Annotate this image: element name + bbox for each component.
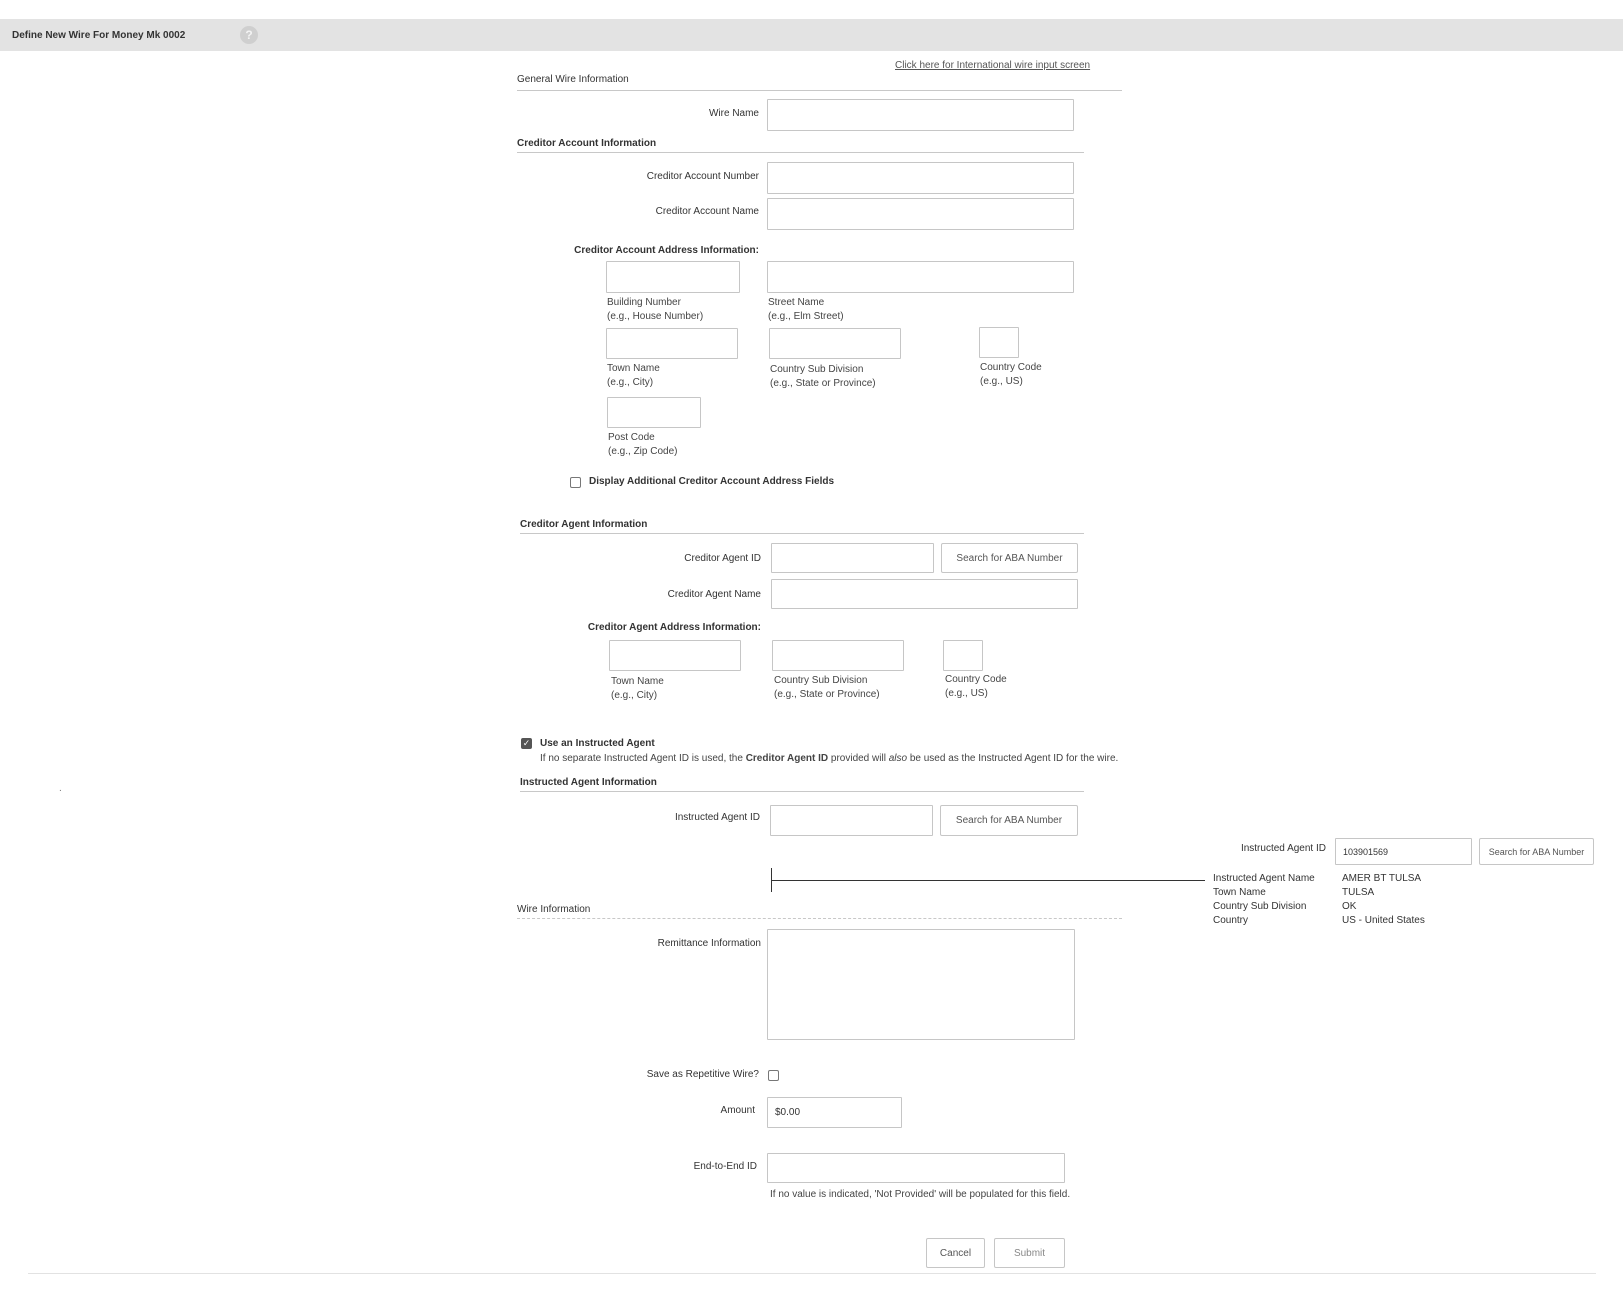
account-town-name-label: Town Name (e.g., City) xyxy=(607,363,660,388)
wire-name-input[interactable] xyxy=(767,99,1074,131)
help-icon[interactable]: ? xyxy=(240,26,258,44)
amount-label: Amount xyxy=(720,1105,755,1116)
post-code-label: Post Code (e.g., Zip Code) xyxy=(608,432,678,457)
street-name-label: Street Name (e.g., Elm Street) xyxy=(768,297,844,322)
section-divider xyxy=(517,918,1122,919)
wire-name-label: Wire Name xyxy=(708,108,759,119)
creditor-account-number-input[interactable] xyxy=(767,162,1074,194)
additional-address-fields-checkbox[interactable] xyxy=(570,477,581,488)
account-country-code-input[interactable] xyxy=(979,327,1019,358)
agent-country-sub-division-input[interactable] xyxy=(772,640,904,671)
callout-connector-line xyxy=(771,880,1205,881)
section-divider xyxy=(517,152,1084,153)
callout-instructed-agent-id-input[interactable] xyxy=(1335,838,1472,865)
street-name-input[interactable] xyxy=(767,261,1074,293)
end-to-end-id-input[interactable] xyxy=(767,1153,1065,1183)
building-number-input[interactable] xyxy=(606,261,740,293)
instructed-agent-note: If no separate Instructed Agent ID is used, the Creditor Agent ID provided will also be used as the Instructed Agent ID for the wire. xyxy=(540,753,1119,764)
creditor-agent-address-title: Creditor Agent Address Information: xyxy=(587,622,761,633)
callout-value: AMER BT TULSA xyxy=(1342,873,1422,884)
callout-key: Town Name xyxy=(1213,887,1266,898)
instructed-agent-section-title: Instructed Agent Information xyxy=(520,777,657,788)
creditor-agent-section-title: Creditor Agent Information xyxy=(520,519,648,530)
remittance-information-textarea[interactable] xyxy=(767,929,1075,1040)
agent-country-code-label: Country Code (e.g., US) xyxy=(945,674,1007,699)
save-repetitive-wire-label: Save as Repetitive Wire? xyxy=(646,1069,759,1080)
creditor-agent-id-input[interactable] xyxy=(771,543,934,573)
creditor-agent-name-label: Creditor Agent Name xyxy=(667,589,761,600)
callout-instructed-agent-id-label: Instructed Agent ID xyxy=(1240,843,1326,854)
agent-country-code-input[interactable] xyxy=(943,640,983,671)
stray-mark: . xyxy=(59,783,62,794)
creditor-account-number-label: Creditor Account Number xyxy=(646,171,759,182)
section-divider xyxy=(520,533,1084,534)
page-title: Define New Wire For Money Mk 0002 xyxy=(12,30,186,41)
callout-value: US - United States xyxy=(1342,915,1425,926)
creditor-agent-search-aba-button[interactable]: Search for ABA Number xyxy=(941,543,1078,573)
general-wire-section-title: General Wire Information xyxy=(517,74,629,85)
callout-details-values xyxy=(1342,872,1425,928)
agent-town-name-input[interactable] xyxy=(609,640,741,671)
agent-town-name-label: Town Name (e.g., City) xyxy=(611,676,664,701)
use-instructed-agent-checkbox[interactable]: ✓ xyxy=(522,738,531,748)
remittance-information-label: Remittance Information xyxy=(657,938,761,949)
instructed-agent-id-input[interactable] xyxy=(770,805,933,836)
creditor-account-address-title: Creditor Account Address Information: xyxy=(574,245,759,256)
callout-search-aba-button[interactable]: Search for ABA Number xyxy=(1479,838,1594,865)
callout-value: TULSA xyxy=(1342,887,1375,898)
creditor-account-name-label: Creditor Account Name xyxy=(655,206,759,217)
creditor-account-name-input[interactable] xyxy=(767,198,1074,230)
use-instructed-agent-label: Use an Instructed Agent xyxy=(540,738,655,749)
account-country-sub-division-input[interactable] xyxy=(769,328,901,359)
submit-button[interactable]: Submit xyxy=(994,1238,1065,1268)
account-country-code-label: Country Code (e.g., US) xyxy=(980,362,1042,387)
callout-key: Country xyxy=(1213,915,1249,926)
additional-address-fields-label: Display Additional Creditor Account Address Fields xyxy=(589,476,835,487)
building-number-label: Building Number (e.g., House Number) xyxy=(607,297,704,322)
account-country-sub-division-label: Country Sub Division (e.g., State or Province) xyxy=(770,364,876,389)
amount-input[interactable] xyxy=(767,1097,902,1128)
section-divider xyxy=(517,90,1122,91)
callout-value: OK xyxy=(1342,901,1357,912)
account-town-name-input[interactable] xyxy=(606,328,738,359)
section-divider xyxy=(520,791,1084,792)
callout-details-keys xyxy=(1213,872,1315,928)
creditor-agent-name-input[interactable] xyxy=(771,579,1078,609)
instructed-agent-id-label: Instructed Agent ID xyxy=(674,812,760,823)
wire-information-section-title: Wire Information xyxy=(517,904,591,915)
agent-country-sub-division-label: Country Sub Division (e.g., State or Province) xyxy=(774,675,880,700)
callout-key: Instructed Agent Name xyxy=(1213,873,1315,884)
cancel-button[interactable]: Cancel xyxy=(926,1238,985,1268)
creditor-account-section-title: Creditor Account Information xyxy=(517,138,657,149)
post-code-input[interactable] xyxy=(607,397,701,428)
end-to-end-id-note: If no value is indicated, 'Not Provided' will be populated for this field. xyxy=(770,1189,1071,1200)
title-bar xyxy=(0,19,1623,51)
creditor-agent-id-label: Creditor Agent ID xyxy=(684,553,761,564)
save-repetitive-wire-checkbox[interactable] xyxy=(768,1070,779,1081)
international-wire-link[interactable]: Click here for International wire input screen xyxy=(895,60,1091,71)
footer-divider xyxy=(28,1273,1596,1274)
instructed-agent-search-aba-button[interactable]: Search for ABA Number xyxy=(940,805,1078,836)
end-to-end-id-label: End-to-End ID xyxy=(693,1161,757,1172)
callout-key: Country Sub Division xyxy=(1213,901,1307,912)
